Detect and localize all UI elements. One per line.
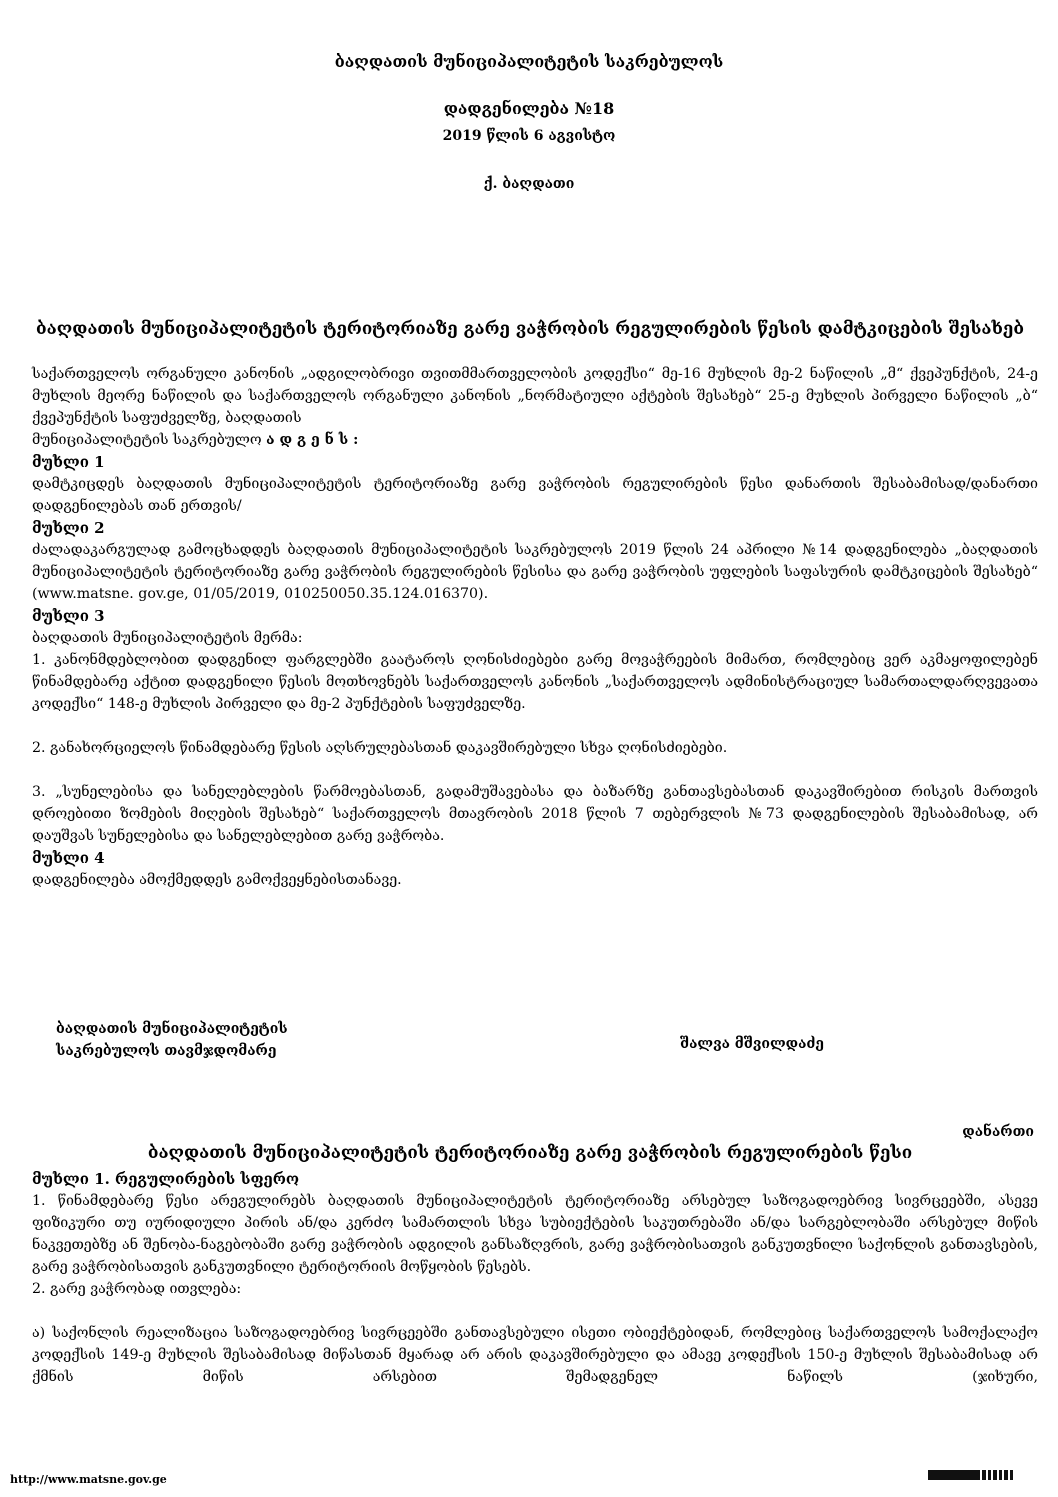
article-4-heading: მუხლი 4 [32,849,105,867]
article-2-heading: მუხლი 2 [32,519,105,537]
signatory-position-line-1: ბაღდათის მუნიციპალიტეტის [56,1021,288,1037]
preamble-text: საქართველოს ორგანული კანონის „ადგილობრივი თვითმმართველობის კოდექსი“ მე-16 მუხლის მე-2 ნაწილის „მ“ ქვეპუნქტის, 24-ე მუხლის მეორე ნაწილის და საქართველოს ორგანული კანონის „ნორმატიული აქტების შესახებ“ 25-ე მუხლის პირველი ნაწილის „ბ“ ქვეპუნქტის საფუძველზე, ბაღდათის [32,366,1038,426]
document-title: ბაღდათის მუნიციპალიტეტის ტერიტორიაზე გარე ვაჭრობის რეგულირების წესის დამტკიცების შესახებ [36,319,1024,339]
article-3-intro: ბაღდათის მუნიციპალიტეტის მერმა: [32,630,303,646]
document-body [32,363,1038,891]
annex-title: ბაღდათის მუნიციპალიტეტის ტერიტორიაზე გარე ვაჭრობის რეგულირების წესი [147,1143,913,1163]
annex-label: დანართი [962,1124,1034,1140]
article-3-item-1: 1. კანონმდებლობით დადგენილ ფარგლებში გაატაროს ღონისძიებები გარე მოვაჭრეების მიმართ, რომლებიც ვერ აკმაყოფილებენ წინამდებარე აქტით დადგენილი წესის მოთხოვნებს საქართველოს კანონის „საქართველოს ადმინისტრაციულ სამართალდარღვევათა კოდექსი“ 148-ე მუხლის პირველი და მე-2 პუნქტების საფუძველზე. [32,652,1038,712]
article-1-text: დამტკიცდეს ბაღდათის მუნიციპალიტეტის ტერიტორიაზე გარე ვაჭრობის რეგულირების წესი დანართის შესაბამისად/დანართი დადგენილებას თან ერთვის/ [32,476,1038,514]
decree-word: ა დ გ ე ნ ს : [266,432,359,448]
annex-paragraph-2a: ა) საქონლის რეალიზაცია საზოგადოებრივ სივრცეებში განთავსებული ისეთი ობიექტებიდან, რომლებიც საქართველოს სამოქალაქო კოდექსის 149-ე მუხლის შესაბამისად მიწასთან მყარად არ არის დაკავშირებული და ამავე კოდექსის 150-ე მუხლის შესაბამისად არ ქმნის მიწის არსებით შემადგენელ ნაწილს (ჯიხური, [32,1325,1038,1385]
preamble-end: მუნიციპალიტეტის საკრებულო [32,432,267,448]
preamble [32,363,1038,451]
annex-paragraph-2: 2. გარე ვაჭრობად ითვლება: [32,1281,242,1297]
article-3-heading: მუხლი 3 [32,607,105,625]
resolution-city: ქ. ბაღდათი [483,176,575,192]
signatory-position [56,1018,288,1062]
signatory-position-line-2: საკრებულოს თავმჯდომარე [56,1043,277,1059]
annex-article-1-heading: მუხლი 1. რეგულირების სფერო [32,1170,300,1188]
annex-paragraph-1: 1. წინამდებარე წესი არეგულირებს ბაღდათის მუნიციპალიტეტის ტერიტორიაზე არსებულ საზოგადოებრივ სივრცეებში, ასევე ფიზიკური თუ იურიდიული პირის ან/და კერძო სამართლის სხვა სუბიექტების საკუთრებაში ან/და სარგებლობაში არსებულ მიწის ნაკვეთებზე ან შენობა-ნაგებობაში გარე ვაჭრობის ადგილის განსაზღვრის, გარე ვაჭრობისათვის განკუთვნილი საქონლის განთავსების, გარე ვაჭრობისათვის განკუთვნილი ტერიტორიის მოწყობის წესებს. [32,1193,1038,1275]
annex-body [32,1168,1038,1388]
footer-url[interactable]: http://www.matsne.gov.ge [10,1473,167,1486]
council-header: ბაღდათის მუნიციპალიტეტის საკრებულოს [334,52,724,71]
article-1-heading: მუხლი 1 [32,453,105,471]
resolution-date: 2019 წლის 6 აგვისტო [442,128,616,144]
article-3-item-2: 2. განახორციელოს წინამდებარე წესის აღსრულებასთან დაკავშირებული სხვა ღონისძიებები. [32,740,728,756]
article-3-item-3: 3. „სუნელებისა და სანელებლების წარმოებასთან, გადამუშავებასა და ბაზარზე განთავსებასთან დაკავშირებით რისკის მართვის დროებითი ზომების მიღების შესახებ“ საქართველოს მთავრობის 2018 წლის 7 თებერვლის №73 დადგენილების შესაბამისად, არ დაუშვას სუნელებისა და სანელებლებით გარე ვაჭრობა. [32,784,1038,844]
signatory-name: შალვა მშვილდაძე [680,1036,824,1052]
article-2-text: ძალადაკარგულად გამოცხადდეს ბაღდათის მუნიციპალიტეტის საკრებულოს 2019 წლის 24 აპრილი №14 დადგენილება „ბაღდათის მუნიციპალიტეტის ტერიტორიაზე გარე ვაჭრობის რეგულირების წესისა და გარე ვაჭრობის უფლების საფასურის დამტკიცების შესახებ“ (www.matsne. gov.ge, 01/05/2019, 010250050.35.124.016370). [32,542,1038,602]
footer-barcode [928,1470,1013,1480]
article-4-text: დადგენილება ამოქმედდეს გამოქვეყნებისთანავე. [32,872,402,888]
resolution-number: დადგენილება №18 [443,99,615,118]
